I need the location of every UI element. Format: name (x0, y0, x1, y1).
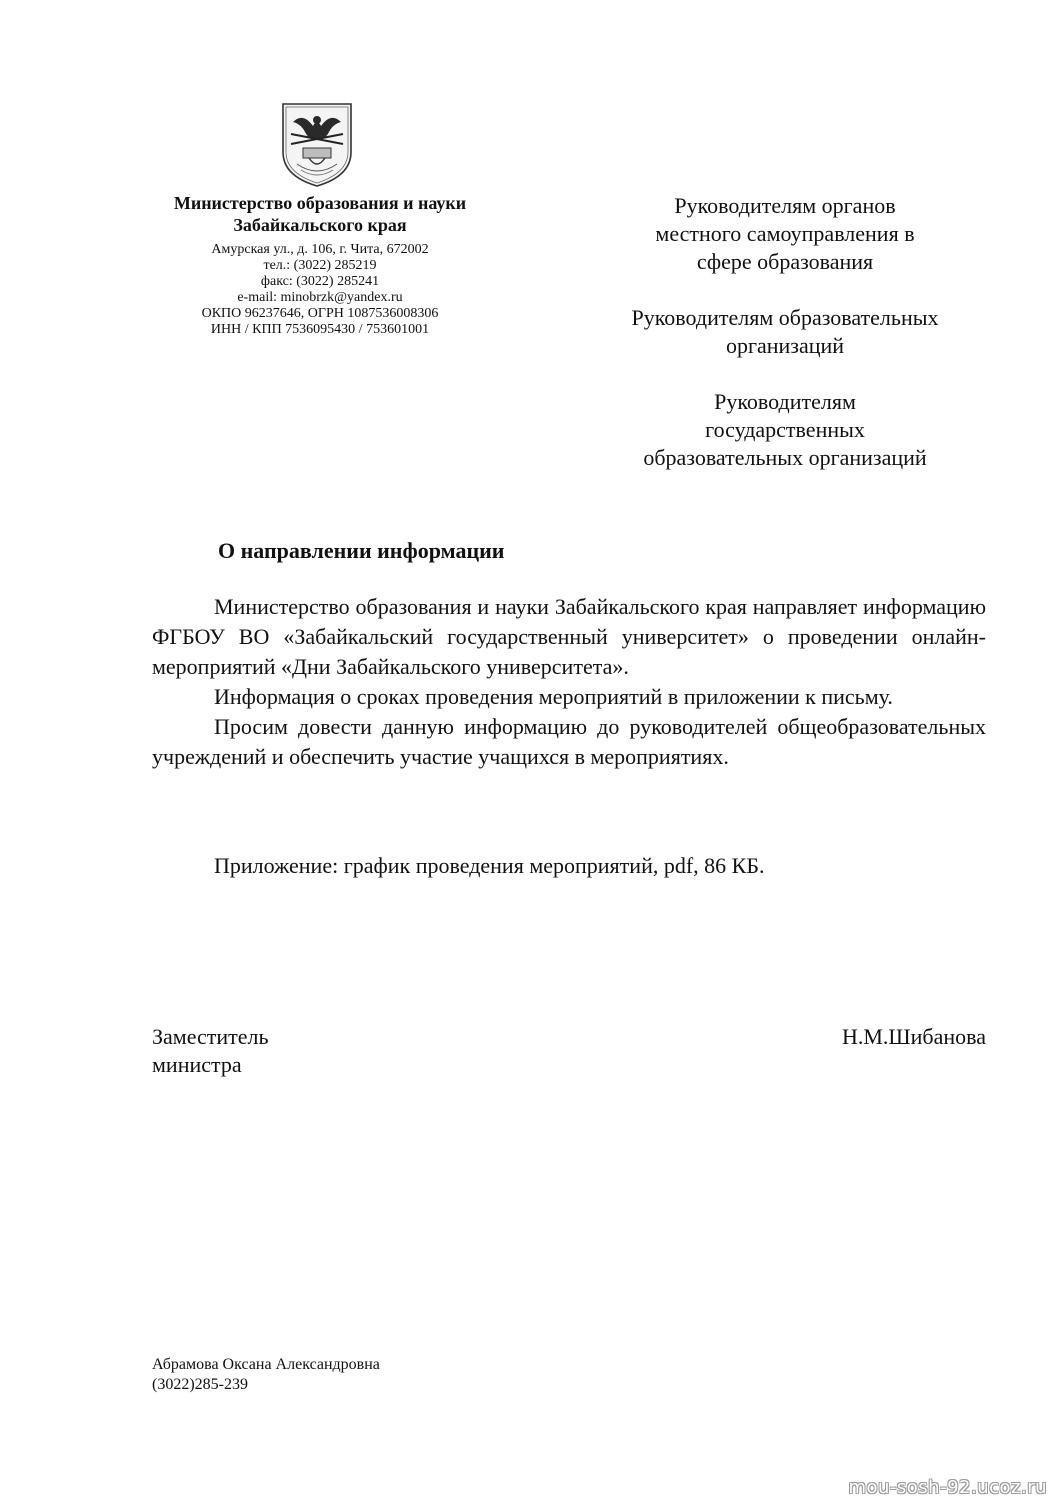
letter-body (152, 592, 986, 772)
addressee-state-educational-organizations: Руководителям государственных образовательных организаций (643, 389, 927, 470)
addressees-block (580, 192, 990, 500)
sender-okpo: ОКПО 96237646, ОГРН 1087536008306 (201, 306, 439, 321)
signature-position: Заместитель министра (152, 1024, 269, 1077)
executor-block (152, 1355, 380, 1395)
attachment-note: Приложение: график проведения мероприятий, pdf, 86 КБ. (214, 853, 765, 878)
sender-fax: факс: (3022) 285241 (260, 274, 380, 289)
sender-block (120, 192, 520, 338)
body-paragraph: Просим довести данную информацию до руководителей общеобразовательных учреждений и обеспечить участие учащихся в мероприятиях. (152, 714, 986, 769)
coat-of-arms-icon (279, 100, 355, 188)
executor-name: Абрамова Оксана Александровна (152, 1356, 380, 1373)
sender-details (120, 242, 520, 338)
executor-phone: (3022)285-239 (152, 1376, 248, 1393)
signature-name: Н.М.Шибанова (841, 1024, 986, 1049)
sender-phone: тел.: (3022) 285219 (263, 258, 377, 273)
sender-inn: ИНН / КПП 7536095430 / 753601001 (210, 322, 430, 337)
sender-name (120, 192, 520, 236)
addressee-local-authorities: Руководителям органов местного самоуправления в сфере образования (655, 193, 915, 274)
sender-address: Амурская ул., д. 106, г. Чита, 672002 (211, 242, 429, 257)
body-paragraph: Министерство образования и науки Забайкальского края направляет информацию ФГБОУ ВО «Забайкальский государственный университет» о проведении онлайн-мероприятий «Дни Забайкальского университета». (152, 594, 986, 679)
sender-name-line2: Забайкальского края (233, 215, 407, 235)
sender-name-line1: Министерство образования и науки (173, 193, 467, 213)
site-watermark: mou-sosh-92.ucoz.ru (848, 1477, 1047, 1498)
letter-subject: О направлении информации (218, 538, 505, 563)
sender-email: e-mail: minobrzk@yandex.ru (237, 290, 403, 305)
body-paragraph: Информация о сроках проведения мероприятий в приложении к письму. (214, 684, 893, 709)
addressee-educational-organizations: Руководителям образовательных организаций (631, 305, 939, 358)
